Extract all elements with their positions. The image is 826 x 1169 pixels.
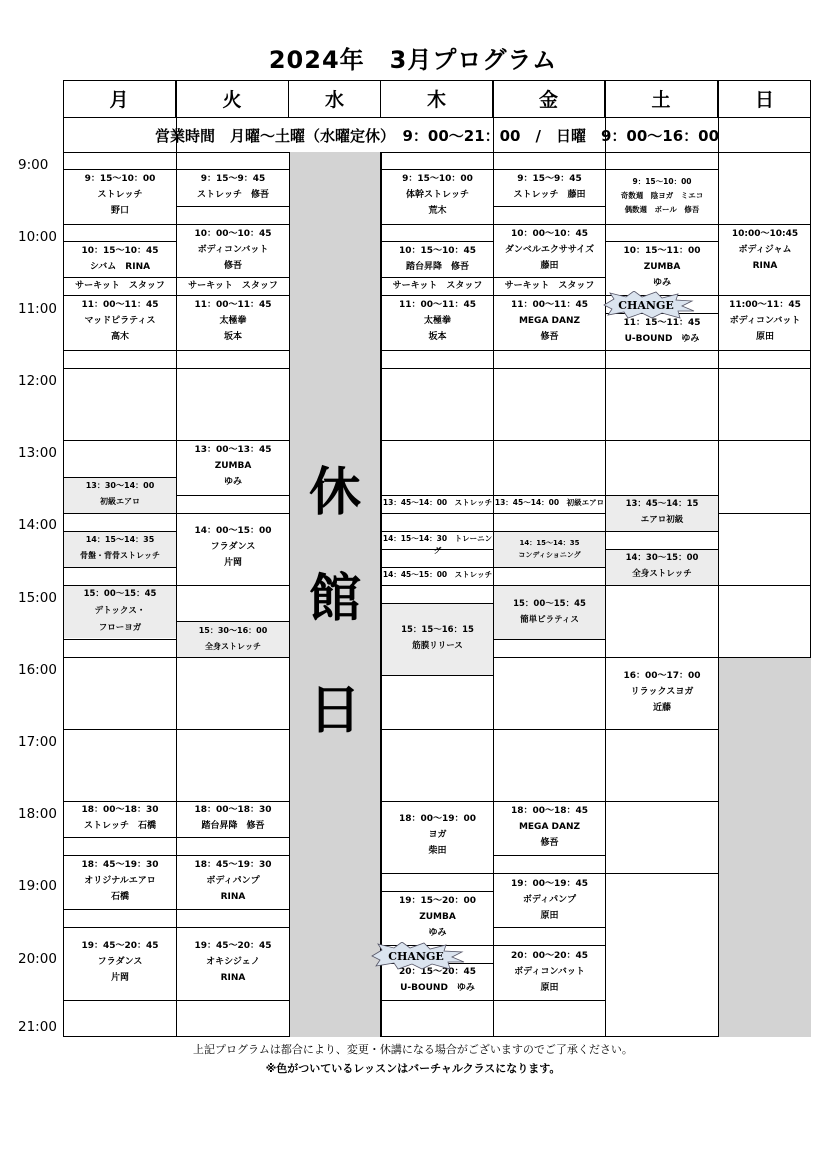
lesson-sat-5: 14：30～15：00 全身ストレッチ bbox=[625, 553, 699, 579]
lesson-fri-8: 18：00～18：45 MEGA DANZ 修吾 bbox=[510, 806, 589, 848]
day-header-fri: 金 bbox=[493, 80, 605, 117]
row-divider bbox=[176, 837, 289, 838]
lesson-thu-11: 20：15～20：45 U-BOUND ゆみ bbox=[398, 967, 477, 993]
row-divider bbox=[63, 350, 176, 351]
lesson-mon-8: 18：00～18：30 ストレッチ 石橋 bbox=[81, 805, 159, 831]
lesson-thu-6: 14：15～14：30 トレーニング bbox=[382, 534, 493, 555]
lesson-sun-1: 10:00～10:45 ボディジャム RINA bbox=[731, 229, 799, 271]
row-divider bbox=[176, 495, 289, 496]
row-divider bbox=[605, 224, 718, 225]
lesson-sat-6: 16：00～17：00 リラックスヨガ 近藤 bbox=[623, 671, 701, 713]
day-header-sat: 土 bbox=[605, 80, 718, 117]
row-divider bbox=[381, 241, 493, 242]
lesson-fri-7: 15：00～15：45 簡単ピラティス bbox=[513, 599, 586, 625]
row-divider bbox=[63, 513, 176, 514]
time-label: 20:00 bbox=[18, 951, 57, 967]
time-label: 10:00 bbox=[18, 229, 57, 245]
lesson-sun-2: 11:00～11：45 ボディコンバット 原田 bbox=[729, 300, 801, 342]
time-label: 19:00 bbox=[18, 878, 57, 894]
row-divider bbox=[176, 224, 289, 225]
row-divider bbox=[718, 368, 811, 369]
lesson-thu-1: 9：15～10：00 体幹ストレッチ 荒木 bbox=[402, 174, 473, 216]
lesson-mon-6: 14：15～14：35 骨盤・背骨ストレッチ bbox=[80, 535, 160, 560]
row-divider bbox=[493, 513, 605, 514]
row-divider bbox=[718, 295, 811, 296]
row-divider bbox=[63, 909, 176, 910]
row-divider bbox=[605, 729, 718, 730]
lesson-thu-3: サーキット スタッフ bbox=[392, 281, 483, 291]
day-header-thu: 木 bbox=[381, 80, 493, 117]
lesson-tue-1: 9：15～9：45 ストレッチ 修吾 bbox=[197, 174, 269, 200]
change-burst-icon bbox=[598, 291, 696, 319]
row-divider bbox=[381, 585, 493, 586]
row-divider bbox=[493, 945, 605, 946]
row-divider bbox=[493, 801, 605, 802]
lesson-mon-9: 18：45～19：30 オリジナルエアロ 石橋 bbox=[81, 860, 159, 902]
row-divider bbox=[605, 531, 718, 532]
row-divider bbox=[63, 224, 176, 225]
row-divider bbox=[63, 837, 176, 838]
lesson-tue-5: 13：00～13：45 ZUMBA ゆみ bbox=[194, 445, 272, 487]
row-divider bbox=[381, 531, 493, 532]
change-label: CHANGE bbox=[618, 299, 674, 312]
row-divider bbox=[63, 1000, 176, 1001]
time-label: 18:00 bbox=[18, 806, 57, 822]
day-header-mon: 月 bbox=[63, 80, 176, 117]
time-label: 11:00 bbox=[18, 301, 57, 317]
row-divider bbox=[63, 440, 176, 441]
lesson-thu-2: 10：15～10：45 踏台昇降 修吾 bbox=[398, 246, 477, 272]
row-divider bbox=[493, 206, 605, 207]
lesson-tue-10: 19：45～20：45 オキシジェノ RINA bbox=[194, 941, 272, 983]
row-divider bbox=[718, 657, 811, 658]
row-divider bbox=[493, 567, 605, 568]
lesson-sat-4: 13：45～14：15 エアロ初級 bbox=[625, 499, 699, 525]
lesson-mon-5: 13：30～14：00 初級エアロ bbox=[85, 481, 155, 506]
row-divider bbox=[493, 495, 605, 496]
row-divider bbox=[176, 585, 289, 586]
lesson-fri-3: サーキット スタッフ bbox=[504, 281, 595, 291]
day-header-sun: 日 bbox=[754, 89, 774, 111]
time-label: 12:00 bbox=[18, 373, 57, 389]
row-divider bbox=[381, 567, 493, 568]
row-divider bbox=[381, 368, 493, 369]
lesson-tue-3: サーキット スタッフ bbox=[188, 281, 278, 291]
row-divider bbox=[493, 585, 605, 586]
row-divider bbox=[176, 513, 289, 514]
row-divider bbox=[493, 169, 605, 170]
time-label: 16:00 bbox=[18, 662, 57, 678]
row-divider bbox=[493, 368, 605, 369]
lesson-tue-9: 18：45～19：30 ボディパンプ RINA bbox=[194, 860, 272, 902]
lesson-fri-10: 20：00～20：45 ボディコンバット 原田 bbox=[510, 951, 589, 993]
row-divider bbox=[493, 855, 605, 856]
closed-char-3: 日 bbox=[308, 681, 361, 741]
time-label: 15:00 bbox=[18, 590, 57, 606]
row-divider bbox=[605, 368, 718, 369]
lesson-thu-10: 19：15～20：00 ZUMBA ゆみ bbox=[398, 896, 477, 938]
row-divider bbox=[493, 295, 605, 296]
row-divider bbox=[493, 350, 605, 351]
row-divider bbox=[63, 368, 176, 369]
lesson-fri-4: 11：00～11：45 MEGA DANZ 修吾 bbox=[510, 300, 589, 342]
day-header-wed: 水 bbox=[289, 80, 381, 117]
time-label: 9:00 bbox=[18, 157, 49, 173]
business-hours-banner: 営業時間 月曜～土曜（水曜定休） 9：00～21：00 / 日曜 9：00～16：00 bbox=[154, 126, 720, 145]
row-divider bbox=[605, 585, 718, 586]
row-divider bbox=[176, 169, 289, 170]
row-divider bbox=[176, 657, 289, 658]
row-divider bbox=[381, 169, 493, 170]
lesson-mon-4: 11：00～11：45 マッドピラティス 高木 bbox=[81, 300, 159, 342]
row-divider bbox=[381, 295, 493, 296]
row-divider bbox=[718, 440, 811, 441]
row-divider bbox=[63, 729, 176, 730]
row-divider bbox=[176, 206, 289, 207]
row-divider bbox=[605, 657, 718, 658]
lesson-mon-10: 19：45～20：45 フラダンス 片岡 bbox=[81, 941, 159, 983]
lesson-fri-9: 19：00～19：45 ボディパンプ 原田 bbox=[510, 879, 589, 921]
lesson-mon-1: 9：15～10：00 ストレッチ 野口 bbox=[84, 174, 156, 216]
row-divider bbox=[493, 531, 605, 532]
lesson-tue-7: 15：30～16：00 全身ストレッチ bbox=[198, 626, 268, 651]
row-divider bbox=[493, 729, 605, 730]
row-divider bbox=[605, 873, 718, 874]
lesson-tue-6: 14：00～15：00 フラダンス 片岡 bbox=[194, 526, 272, 568]
row-divider bbox=[63, 241, 176, 242]
time-label: 14:00 bbox=[18, 517, 57, 533]
row-divider bbox=[63, 567, 176, 568]
lesson-tue-8: 18：00～18：30 踏台昇降 修吾 bbox=[194, 805, 272, 831]
lesson-fri-5: 13：45～14：00 初級エアロ bbox=[494, 498, 605, 507]
row-divider bbox=[176, 927, 289, 928]
row-divider bbox=[381, 513, 493, 514]
lesson-thu-8: 15：15～16：15 筋膜リリース bbox=[401, 625, 474, 651]
row-divider bbox=[381, 729, 493, 730]
time-label: 17:00 bbox=[18, 734, 57, 750]
closed-char-1: 休 bbox=[308, 463, 361, 523]
row-divider bbox=[63, 927, 176, 928]
lesson-sat-1: 9：15～10：00 奇数週 陰ヨガ ミエコ 偶数週 ボール 修吾 bbox=[620, 177, 704, 214]
row-divider bbox=[493, 657, 605, 658]
lesson-sat-2: 10：15～11：00 ZUMBA ゆみ bbox=[623, 246, 701, 288]
row-divider bbox=[63, 169, 176, 170]
row-divider bbox=[493, 1000, 605, 1001]
row-divider bbox=[493, 224, 605, 225]
row-divider bbox=[63, 295, 176, 296]
row-divider bbox=[605, 350, 718, 351]
lesson-sat-3: 11：15～11：45 U-BOUND ゆみ bbox=[623, 318, 701, 344]
row-divider bbox=[718, 513, 811, 514]
row-divider bbox=[493, 639, 605, 640]
row-divider bbox=[381, 1000, 493, 1001]
row-divider bbox=[176, 909, 289, 910]
lesson-fri-1: 9：15～9：45 ストレッチ 藤田 bbox=[513, 174, 586, 200]
sunday-closed-area bbox=[718, 657, 811, 1037]
row-divider bbox=[605, 440, 718, 441]
lesson-thu-4: 11：00～11：45 太極拳 坂本 bbox=[398, 300, 477, 342]
row-divider bbox=[605, 241, 718, 242]
row-divider bbox=[381, 350, 493, 351]
closed-char-2: 館 bbox=[308, 569, 361, 629]
row-divider bbox=[176, 855, 289, 856]
row-divider bbox=[718, 224, 811, 225]
row-divider bbox=[381, 891, 493, 892]
row-divider bbox=[718, 350, 811, 351]
footer-virtual-note: ※色がついているレッスンはバーチャルクラスになります。 bbox=[265, 1062, 561, 1075]
row-divider bbox=[176, 1000, 289, 1001]
row-divider bbox=[176, 729, 289, 730]
row-divider bbox=[381, 440, 493, 441]
row-divider bbox=[176, 621, 289, 622]
row-divider bbox=[63, 657, 176, 658]
time-label: 13:00 bbox=[18, 445, 57, 461]
lesson-mon-2: 10：15～10：45 シバム RINA bbox=[81, 246, 159, 272]
row-divider bbox=[718, 585, 811, 586]
row-divider bbox=[176, 295, 289, 296]
change-label: CHANGE bbox=[388, 950, 444, 963]
row-divider bbox=[63, 639, 176, 640]
row-divider bbox=[493, 873, 605, 874]
row-divider bbox=[381, 224, 493, 225]
footer-note: 上記プログラムは都合により、変更・休講になる場合がございますのでご了承ください。 bbox=[193, 1043, 633, 1056]
row-divider bbox=[176, 368, 289, 369]
lesson-thu-9: 18：00～19：00 ヨガ 柴田 bbox=[398, 814, 477, 856]
page-title: 2024年 3月プログラム bbox=[268, 46, 558, 74]
row-divider bbox=[381, 603, 493, 604]
row-divider bbox=[605, 801, 718, 802]
row-divider bbox=[63, 855, 176, 856]
row-divider bbox=[381, 675, 493, 676]
row-divider bbox=[176, 350, 289, 351]
time-label: 21:00 bbox=[18, 1019, 57, 1035]
lesson-tue-2: 10：00～10：45 ボディコンバット 修吾 bbox=[194, 229, 272, 271]
lesson-thu-7: 14：45～15：00 ストレッチ bbox=[382, 570, 493, 579]
lesson-thu-5: 13：45～14：00 ストレッチ bbox=[382, 498, 493, 507]
row-divider bbox=[381, 801, 493, 802]
row-divider bbox=[381, 873, 493, 874]
row-divider bbox=[176, 440, 289, 441]
lesson-tue-4: 11：00～11：45 太極拳 坂本 bbox=[194, 300, 272, 342]
lesson-fri-6: 14：15～14：35 コンディショニング bbox=[518, 539, 581, 559]
lesson-fri-2: 10：00～10：45 ダンベルエクササイズ 藤田 bbox=[504, 229, 595, 271]
row-divider bbox=[493, 440, 605, 441]
lesson-mon-7: 15：00～15：45 デトックス・ フローヨガ bbox=[83, 589, 157, 633]
change-burst-icon bbox=[366, 942, 466, 970]
row-divider bbox=[493, 927, 605, 928]
lesson-mon-3: サーキット スタッフ bbox=[75, 281, 165, 291]
row-divider bbox=[605, 169, 718, 170]
day-header-tue: 火 bbox=[176, 80, 289, 117]
row-divider bbox=[381, 495, 493, 496]
